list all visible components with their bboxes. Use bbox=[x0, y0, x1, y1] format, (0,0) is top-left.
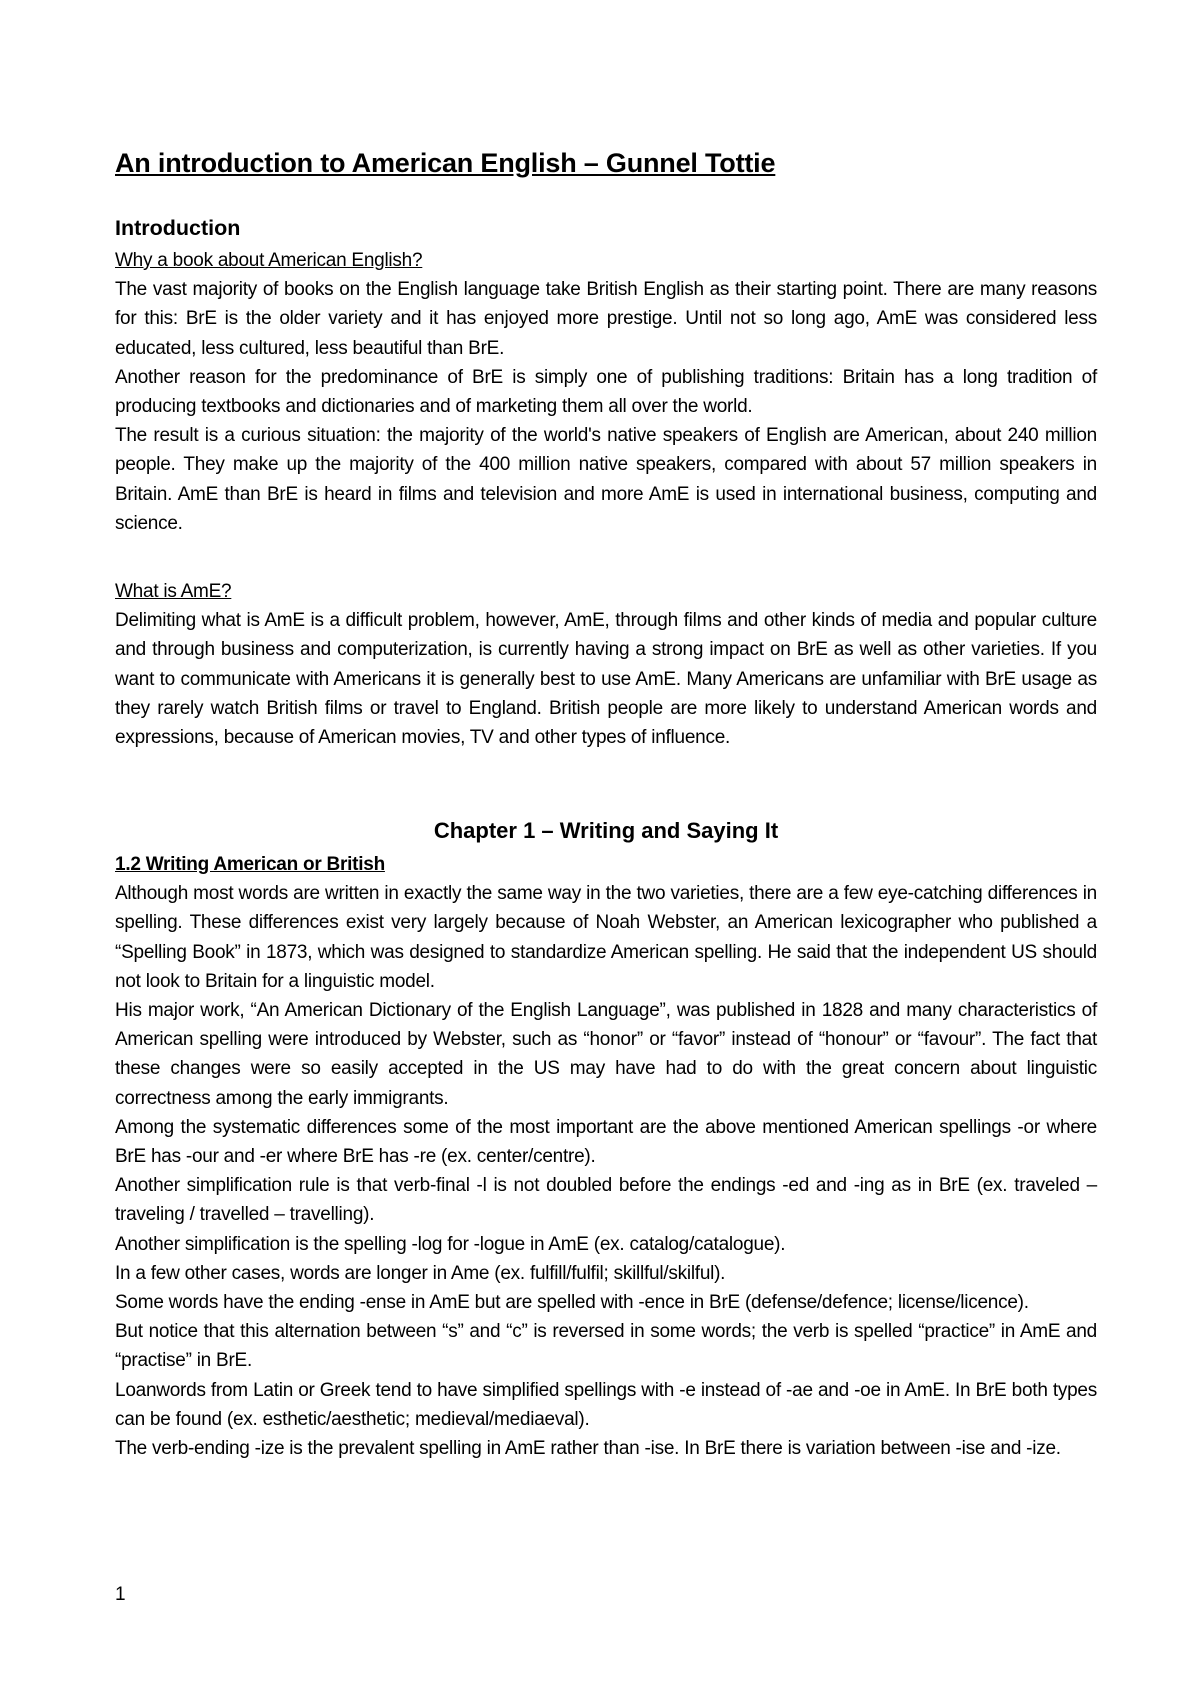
document-title: An introduction to American English – Gunnel Tottie bbox=[115, 148, 776, 178]
paragraph: Another simplification is the spelling -log for -logue in AmE (ex. catalog/catalogue). bbox=[115, 1233, 786, 1255]
paragraph: The verb-ending -ize is the prevalent spelling in AmE rather than -ise. In BrE there is variation between -ise and -ize. bbox=[115, 1438, 1061, 1460]
paragraph: Some words have the ending -ense in AmE but are spelled with -ence in BrE (defense/defence; license/licence). bbox=[115, 1292, 1029, 1314]
paragraph: But notice that this alternation between “s” and “c” is reversed in some words; the verb is spelled “practice” in AmE and “practise” in BrE. bbox=[115, 1321, 1097, 1372]
what-is-ame-body bbox=[115, 577, 1097, 752]
paragraph: Although most words are written in exactly the same way in the two varieties, there are a few eye-catching differences in spelling. These differences exist very largely because of Noah Webster, an American lexicographer who published a “Spelling Book” in 1873, which was designed to standardize American spelling. He said that the independent US should not look to Britain for a linguistic model. bbox=[115, 883, 1097, 992]
paragraph: The result is a curious situation: the majority of the world's native speakers of English are American, about 240 million people. They make up the majority of the 400 million native speakers, compared with about 57 million speakers in Britain. AmE than BrE is heard in films and television and more AmE is used in international business, computing and science. bbox=[115, 425, 1097, 534]
section-introduction-heading: Introduction bbox=[115, 216, 241, 240]
subheading-why-book: Why a book about American English? bbox=[115, 250, 423, 271]
paragraph: Another reason for the predominance of BrE is simply one of publishing traditions: Britain has a long tradition of producing textbooks and dictionaries and of marketing them all over the world. bbox=[115, 366, 1097, 418]
paragraph: Among the systematic differences some of the most important are the above mentioned American spellings -or where BrE has -our and -er where BrE has -re (ex. center/centre). bbox=[115, 1116, 1097, 1168]
paragraph: His major work, “An American Dictionary of the English Language”, was published in 1828 and many characteristics of American spelling were introduced by Webster, such as “honor” or “favor” instead of “honour” or “favour”. The fact that these changes were so easily accepted in the US may have had to do with the great concern about linguistic correctness among the early immigrants. bbox=[115, 1000, 1097, 1109]
paragraph: Loanwords from Latin or Greek tend to have simplified spellings with -e instead of -ae and -oe in AmE. In BrE both types can be found (ex. esthetic/aesthetic; medieval/mediaeval). bbox=[115, 1379, 1097, 1430]
paragraph: The vast majority of books on the English language take British English as their starting point. There are many reasons for this: BrE is the older variety and it has enjoyed more prestige. Until not so long ago, AmE was considered less educated, less cultured, less beautiful than BrE. bbox=[115, 279, 1097, 359]
chapter-1-heading: Chapter 1 – Writing and Saying It bbox=[433, 818, 779, 843]
paragraph: Delimiting what is AmE is a difficult problem, however, AmE, through films and other kinds of media and popular culture and through business and computerization, is currently having a strong impact on BrE as well as other varieties. If you want to communicate with Americans it is generally best to use AmE. Many Americans are unfamiliar with BrE usage as they rarely watch British films or travel to England. British people are more likely to understand American words and expressions, because of American movies, TV and other types of influence. bbox=[115, 610, 1097, 749]
paragraph: Another simplification rule is that verb-final -l is not doubled before the endings -ed and -ing as in BrE (ex. traveled – traveling / travelled – travelling). bbox=[115, 1175, 1097, 1226]
paragraph: In a few other cases, words are longer in Ame (ex. fulfill/fulfil; skillful/skilful). bbox=[115, 1262, 726, 1284]
subheading-writing-american-british: 1.2 Writing American or British bbox=[115, 854, 385, 875]
introduction-body bbox=[115, 246, 1097, 538]
subheading-what-is-ame: What is AmE? bbox=[115, 581, 232, 602]
chapter-1-body bbox=[115, 850, 1097, 1463]
page-number: 1 bbox=[115, 1584, 126, 1605]
